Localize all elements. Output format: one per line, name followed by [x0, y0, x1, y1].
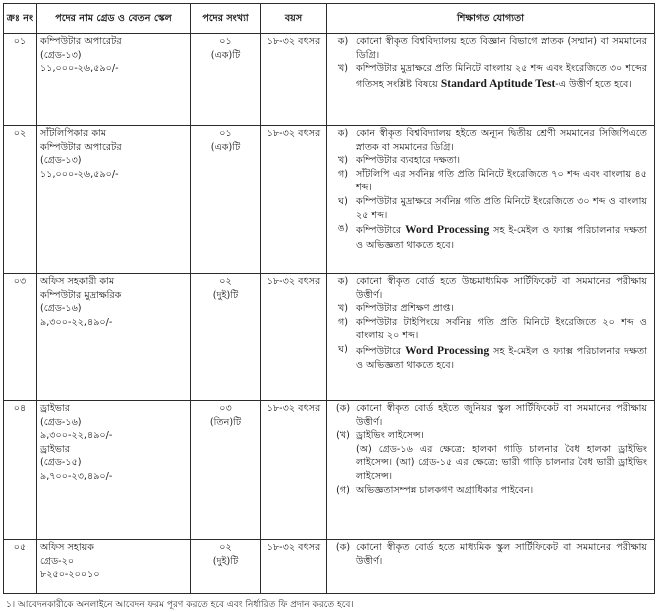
item-text-english: Word Processing — [405, 224, 490, 237]
post-line: ড্রাইভার — [40, 403, 71, 414]
row-serial: ০২ — [4, 126, 37, 274]
qualification-item — [330, 316, 651, 343]
table-row — [4, 274, 655, 401]
row-serial: ০৪ — [4, 401, 37, 540]
item-marker: গ) — [337, 316, 349, 328]
post-grade: গ্রেড-২০ — [40, 555, 75, 567]
post-count-cell — [191, 401, 261, 540]
item-marker: খ) — [337, 155, 349, 167]
post-grade: (গ্রেড-১৬) — [40, 416, 82, 428]
item-marker: ক) — [337, 128, 349, 139]
post-name-cell — [37, 401, 191, 540]
item-marker: ক) — [337, 36, 349, 47]
item-text-english: Standard Aptitude Test — [440, 77, 556, 90]
header-serial: ক্রঃ নং — [4, 4, 37, 34]
table-row — [4, 34, 655, 126]
item-text-part: কম্পিউটার মুদ্রাক্ষরে প্রতি মিনিটে বাংলায় ২৫ শব্দ এবং ইংরেজিতে ৩০ শব্দের গতিসহ সংশ্লিষ্ট বিষয়ে — [356, 63, 647, 90]
post-salary: ৯,৩০০-২২,৪৯০/- — [40, 430, 113, 442]
item-text: কম্পিউটার টাইপিংয়ে সর্বনিম্ন গতি প্রতি মিনিটে ইংরেজিতে ২০ শব্দ ও বাংলায় ২০ শব্দ। — [356, 316, 647, 342]
post-count-cell — [191, 126, 261, 274]
qualification-cell — [327, 401, 655, 540]
item-text: কোনো স্বীকৃত বোর্ড হতে মাধ্যমিক স্কুল সার্টিফিকেট বা সমমানের পরীক্ষায় উত্তীর্ণ। — [356, 542, 647, 567]
qualification-item — [330, 429, 651, 443]
post-count-number: ০১ — [219, 36, 232, 47]
item-text-part: সহ ই-মেইল ও ফ্যাক্স পরিচালনার দক্ষতা ও অভিজ্ঞতা থাকতে হবে। — [356, 225, 647, 251]
qualification-item — [330, 222, 651, 252]
post-count-words: (এক)টি — [210, 141, 241, 153]
post-salary: ১১,০০০-২৬,৫৯০/- — [40, 168, 119, 180]
post-name-cell — [37, 540, 191, 594]
qualification-cell — [327, 126, 655, 274]
post-count-words: (দুই)টি — [212, 555, 239, 567]
post-count-words: (তিন)টি — [209, 416, 242, 428]
item-marker: ঙ) — [337, 223, 349, 235]
age-cell: ১৮-৩২ বৎসর — [261, 34, 327, 126]
item-text: ড্রাইভিং লাইসেন্স। — [356, 430, 424, 442]
item-marker: খ) — [337, 63, 349, 75]
post-count-number: ০২ — [219, 276, 232, 287]
item-marker: গ) — [337, 168, 349, 180]
item-subtext: (অ) গ্রেড-১৬ এর ক্ষেত্রে: হালকা গাড়ি চালনার বৈধ হালকা ড্রাইভিং লাইসেন্স। (আ) গ্রেড-১৫ এর ক্ষেত্রে: ভারী গাড়ি চালনার বৈধ ভারী ড্রাইভিং লাইসেন্স। — [356, 443, 647, 483]
post-name-cell — [37, 126, 191, 274]
post-count-cell — [191, 34, 261, 126]
post-grade: (গ্রেড-১৩) — [40, 155, 82, 167]
post-salary: ৯,৭০০-২৩,৪৯০/- — [40, 471, 113, 483]
age-cell: ১৮-৩২ বৎসর — [261, 401, 327, 540]
item-marker: (ক) — [335, 403, 351, 414]
post-line: অফিস সহকারী কাম — [40, 276, 115, 287]
item-text-english: Word Processing — [405, 345, 490, 358]
item-text — [356, 62, 651, 92]
age-cell: ১৮-৩২ বৎসর — [261, 540, 327, 594]
item-marker: ক) — [337, 276, 349, 287]
qualification-item — [330, 402, 651, 429]
post-salary: ১১,০০০-২৬,৫৯০/- — [40, 63, 119, 75]
post-count-cell — [191, 540, 261, 594]
post-name-cell — [37, 34, 191, 126]
item-text-part: কম্পিউটারে — [356, 346, 406, 358]
header-qualification: শিক্ষাগত যোগ্যতা — [327, 4, 655, 34]
row-serial: ০৩ — [4, 274, 37, 401]
qualification-item — [330, 275, 651, 302]
qualification-item — [330, 195, 651, 222]
item-marker: (খ) — [336, 430, 350, 442]
item-marker: ঘ) — [338, 196, 348, 208]
item-text: কোন স্বীকৃত বিশ্ববিদ্যালয় হইতে অন্যূন দ্বিতীয় শ্রেণী সমমানের সিজিপিএতে স্নাতক বা সমমানের ডিগ্রি। — [356, 128, 647, 153]
qualification-item — [330, 154, 651, 168]
item-text: কম্পিউটার প্রশিক্ষণ প্রাপ্ত। — [356, 303, 454, 315]
qualification-item — [330, 168, 651, 195]
post-grade: (গ্রেড-১৫) — [40, 457, 82, 469]
qualification-item — [330, 484, 651, 498]
post-name-cell — [37, 274, 191, 401]
job-table — [3, 3, 655, 594]
row-serial: ০১ — [4, 34, 37, 126]
post-line: ড্রাইভার — [40, 443, 71, 455]
post-grade: (গ্রেড-১৩) — [40, 49, 82, 61]
item-text: কোনো স্বীকৃত বোর্ড হতে উচ্চমাধ্যমিক সার্টিফিকেট বা সমমানের পরীক্ষায় উত্তীর্ণ। — [356, 276, 647, 301]
qualification-cell — [327, 540, 655, 594]
post-line: কম্পিউটার অপারেটর — [40, 141, 122, 153]
table-row — [4, 401, 655, 540]
table-header-row — [4, 4, 655, 34]
post-line: অফিস সহায়ক — [40, 542, 94, 553]
post-count-words: (এক)টি — [210, 49, 241, 61]
header-post-count: পদের সংখ্যা — [191, 4, 261, 34]
item-text-part: কম্পিউটারে — [356, 225, 406, 237]
post-count-cell — [191, 274, 261, 401]
item-text: কম্পিউটার মুদ্রাক্ষরে সর্বনিম্ন গতি প্রতি মিনিটে ইংরেজিতে ৩০ শব্দ ও বাংলায় ২৫ শব্দ। — [356, 196, 647, 221]
table-row — [4, 540, 655, 594]
item-text-part: -এ উত্তীর্ণ হতে হবে। — [555, 78, 632, 90]
qualification-item — [330, 62, 651, 92]
item-text: কম্পিউটার ব্যবহারে দক্ষতা। — [356, 155, 461, 167]
post-salary: ৯,৩০০-২২,৪৯০/- — [40, 316, 113, 328]
item-marker — [330, 443, 356, 484]
age-cell: ১৮-৩২ বৎসর — [261, 274, 327, 401]
item-text: অভিজ্ঞতাসম্পন্ন চালকগণ অগ্রাধিকার পাইবেন। — [356, 484, 534, 496]
qualification-item — [330, 541, 651, 568]
post-salary: ৮২৫০-২০০১০ — [40, 569, 100, 581]
header-post-name: পদের নাম গ্রেড ও বেতন স্কেল — [37, 4, 191, 34]
item-text-part: সহ ই-মেইল ও ফ্যাক্স পরিচালনার দক্ষতা ও অভিজ্ঞতা থাকতে হবে। — [356, 346, 647, 372]
qualification-item — [330, 127, 651, 154]
post-line: কম্পিউটার মুদ্রাক্ষরিক — [40, 289, 122, 301]
item-marker: (ক) — [335, 542, 351, 553]
post-grade: (গ্রেড-১৬) — [40, 303, 82, 315]
item-marker: (গ) — [336, 484, 350, 496]
item-text: কোনো স্বীকৃত বোর্ড হইতে জুনিয়র স্কুল সার্টিফিকেট বা সমমানের পরীক্ষায় উত্তীর্ণ। — [356, 403, 647, 428]
qualification-item — [330, 35, 651, 62]
qualification-cell — [327, 274, 655, 401]
item-marker: ঘ) — [338, 344, 348, 356]
item-text — [356, 343, 651, 373]
table-row — [4, 126, 655, 274]
item-marker: খ) — [337, 303, 349, 315]
qualification-item — [330, 443, 651, 484]
item-text — [356, 222, 651, 252]
post-line: কম্পিউটার অপারেটর — [40, 36, 122, 47]
post-count-number: ০৩ — [219, 403, 232, 414]
footer-note: ১। আবেদনকারীকে অনলাইনে আবেদন ফরম পূরণ করতে হবে এবং নির্ধারিত ফি প্রদান করতে হবে। — [6, 600, 354, 610]
post-count-number: ০১ — [219, 128, 232, 139]
age-cell: ১৮-৩২ বৎসর — [261, 126, 327, 274]
item-text: সাঁটলিপি এর সর্বনিম্ন গতি প্রতি মিনিটে ইংরেজিতে ৭০ শব্দ এবং বাংলায় ৪৫ শব্দ। — [356, 168, 647, 194]
post-count-number: ০২ — [219, 542, 232, 553]
header-age: বয়স — [261, 4, 327, 34]
item-text: কোনো স্বীকৃত বিশ্ববিদ্যালয় হতে বিজ্ঞান বিভাগে স্নাতক (সম্মান) বা সমমানের ডিগ্রি। — [356, 36, 647, 61]
qualification-item — [330, 343, 651, 373]
row-serial: ০৫ — [4, 540, 37, 594]
post-count-words: (দুই)টি — [212, 289, 239, 301]
qualification-item — [330, 302, 651, 316]
post-line: সাঁটলিপিকার কাম — [40, 128, 107, 139]
qualification-cell — [327, 34, 655, 126]
